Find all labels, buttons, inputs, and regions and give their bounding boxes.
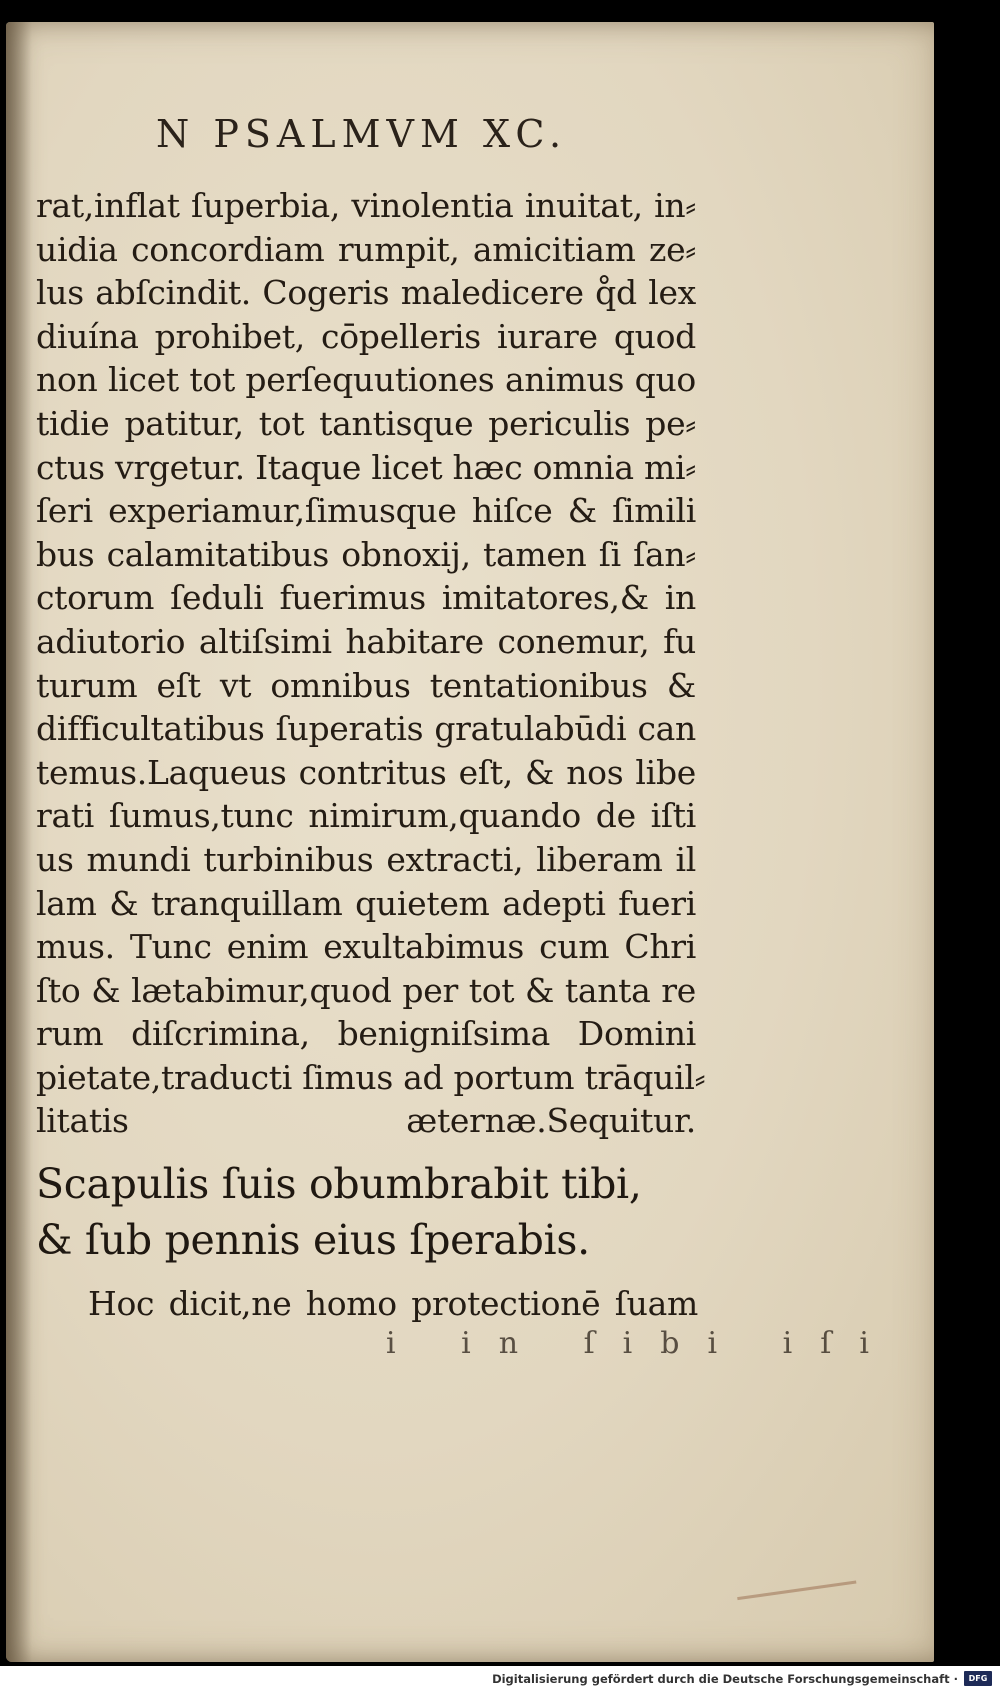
commentary-text xyxy=(88,1284,698,1324)
text-line: turum eſt vt omnibus tentationibus & xyxy=(36,665,696,705)
verse-line: & ſub pennis eius ſperabis. xyxy=(36,1216,590,1264)
text-line: rum diſcrimina, benigniſsima Domini xyxy=(36,1014,696,1054)
text-line: litatis æternæ.Sequitur. xyxy=(36,1101,696,1141)
commentary-line: Hoc dicit,ne homo protectionē ſuam xyxy=(88,1284,698,1323)
page-stain xyxy=(732,1541,857,1600)
text-line: ſeri experiamur,ſimusque hiſce & ſimili xyxy=(36,491,696,531)
text-line: ctorum ſeduli fuerimus imitatores,& in xyxy=(36,578,696,618)
digitization-credit: Digitalisierung gefördert durch die Deutsche Forschungsgemeinschaft · xyxy=(492,1672,958,1686)
text-line: lam & tranquillam quietem adepti fueri xyxy=(36,883,696,923)
text-line: mus. Tunc enim exultabimus cum Chri xyxy=(36,927,696,967)
book-page xyxy=(6,22,934,1662)
text-line: non licet tot perſequutiones animus quo xyxy=(36,360,696,400)
text-line: us mundi turbinibus extracti, liberam il xyxy=(36,839,696,879)
text-line: difficultatibus ſuperatis gratulabūdi can xyxy=(36,709,696,749)
catchword: i in ſibi iſi xyxy=(386,1326,897,1361)
footer-bar xyxy=(0,1666,1000,1694)
text-line: rat,inflat ſuperbia, vinolentia inuitat, in⸗ xyxy=(36,186,696,225)
text-line: diuína prohibet, cōpelleris iurare quod xyxy=(36,316,696,356)
text-line: lus abſcindit. Cogeris maledicere q̊d lex xyxy=(36,273,696,313)
dfg-logo-icon: DFG xyxy=(964,1671,992,1686)
verse-line: Scapulis ſuis obumbrabit tibi, xyxy=(36,1160,642,1208)
main-text-block xyxy=(36,184,706,1143)
text-line: bus calamitatibus obnoxij, tamen ſi ſan⸗ xyxy=(36,534,696,574)
text-line: uidia concordiam rumpit, amicitiam ze⸗ xyxy=(36,229,696,269)
text-line: ctus vrgetur. Itaque licet hæc omnia mi⸗ xyxy=(36,447,696,487)
text-line: ſto & lætabimur,quod per tot & tanta re xyxy=(36,970,696,1010)
text-line: tidie patitur, tot tantisque periculis pe⸗ xyxy=(36,403,696,443)
text-line: adiutorio altiſsimi habitare conemur, fu xyxy=(36,621,696,661)
text-line: temus.Laqueus contritus eſt, & nos libe xyxy=(36,752,696,792)
text-line: rati ſumus,tunc nimirum,quando de iſti xyxy=(36,796,696,836)
gutter-shadow xyxy=(6,22,32,1662)
text-line: pietate,traducti ſimus ad portum trāquil⸗ xyxy=(36,1057,706,1097)
psalm-verse xyxy=(36,1156,696,1268)
running-header: N PSALMVM XC. xyxy=(156,112,568,156)
